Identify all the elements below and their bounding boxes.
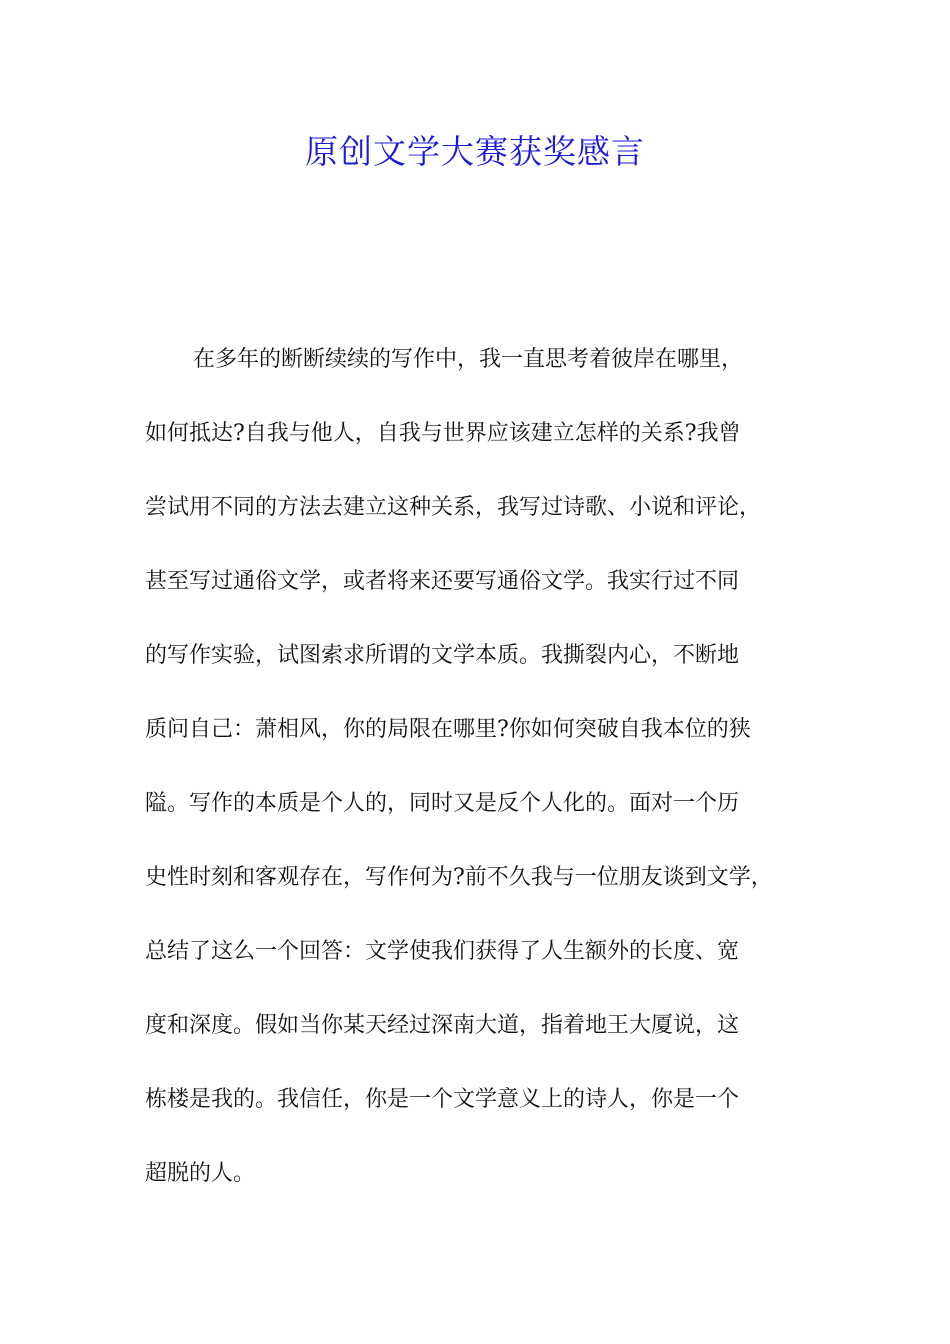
- body-line: 在多年的断断续续的写作中，我一直思考着彼岸在哪里，: [193, 347, 744, 372]
- body-line: 的写作实验，试图索求所谓的文学本质。我撕裂内心，不断地: [145, 643, 740, 668]
- body-line: 度和深度。假如当你某天经过深南大道，指着地王大厦说，这: [145, 1013, 740, 1038]
- body-line: 史性时刻和客观存在，写作何为?前不久我与一位朋友谈到文学，: [145, 865, 773, 890]
- body-line: 栋楼是我的。我信任，你是一个文学意义上的诗人，你是一个: [145, 1087, 740, 1112]
- document-body: [145, 336, 835, 1224]
- body-line: 超脱的人。: [145, 1161, 256, 1186]
- body-line: 如何抵达?自我与他人，自我与世界应该建立怎样的关系?我曾: [145, 421, 741, 446]
- document-title: 原创文学大赛获奖感言: [305, 132, 645, 171]
- body-line: 隘。写作的本质是个人的，同时又是反个人化的。面对一个历: [145, 791, 740, 816]
- body-line: 尝试用不同的方法去建立这种关系，我写过诗歌、小说和评论，: [145, 495, 762, 520]
- body-line: 质问自己：萧相风，你的局限在哪里?你如何突破自我本位的狭: [145, 717, 751, 742]
- body-line: 甚至写过通俗文学，或者将来还要写通俗文学。我实行过不同: [145, 569, 740, 594]
- body-line: 总结了这么一个回答：文学使我们获得了人生额外的长度、宽: [145, 939, 740, 964]
